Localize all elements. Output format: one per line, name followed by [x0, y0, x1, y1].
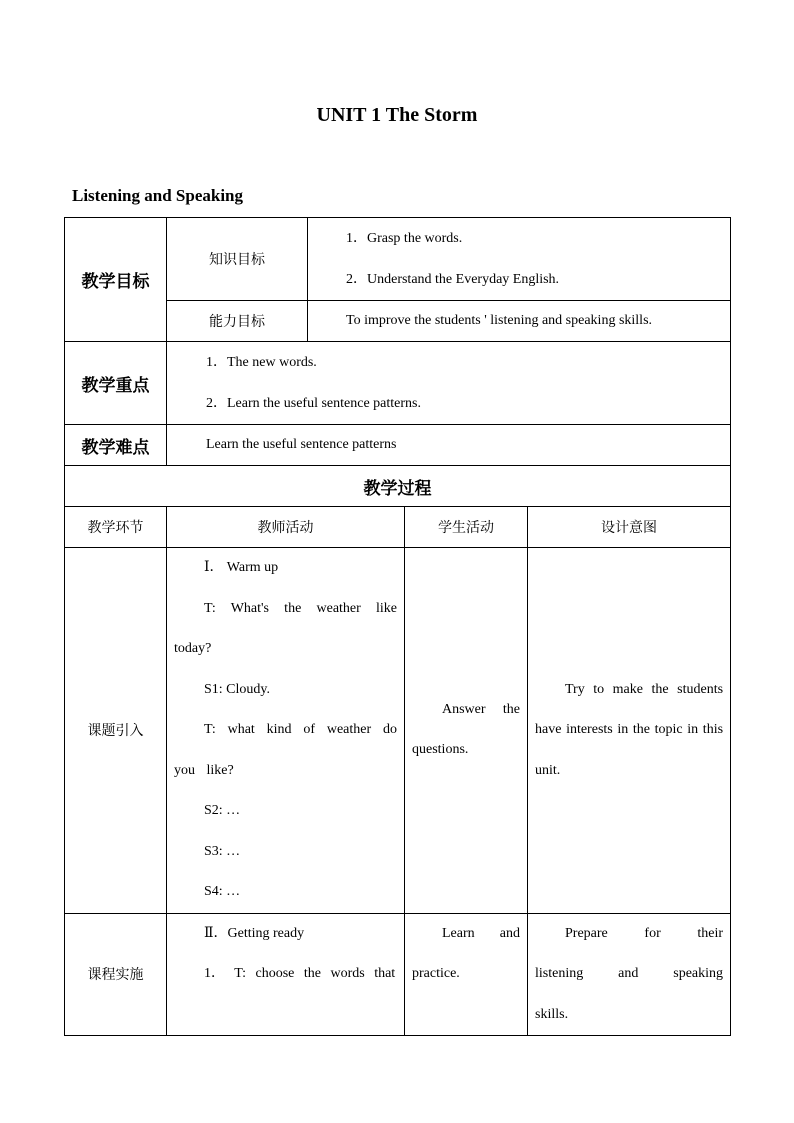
student-text: Learn and practice. [412, 925, 520, 981]
difficulty-text: Learn the useful sentence patterns [167, 425, 731, 466]
teacher-line: S1: Cloudy. [204, 681, 270, 697]
intent-text: Prepare for their listening and speaking skills. [535, 925, 724, 1022]
column-header-intent: 设计意图 [528, 507, 731, 548]
key-points-items [167, 342, 731, 425]
teacher-line: S2: … [204, 803, 241, 818]
difficulty-label: 教学难点 [65, 425, 167, 466]
teacher-line: 1． T: choose the words that [204, 966, 396, 981]
stage-cell: 课程实施 [65, 913, 167, 1036]
section-heading: Listening and Speaking [72, 186, 244, 205]
knowledge-item: 1．Grasp the words. [346, 231, 463, 246]
key-point-item: 1．The new words. [206, 355, 317, 370]
design-intent-cell [528, 913, 731, 1036]
key-point-item: 2．Learn the useful sentence patterns. [206, 396, 421, 411]
student-activity-cell [405, 548, 528, 914]
student-activity-cell [405, 913, 528, 1036]
process-heading: 教学过程 [65, 466, 731, 507]
ability-label: 能力目标 [167, 301, 308, 342]
objectives-label: 教学目标 [65, 218, 167, 342]
teacher-activity-cell [167, 913, 405, 1036]
ability-text: To improve the students ' listening and speaking skills. [308, 301, 731, 342]
knowledge-items [308, 218, 731, 301]
intent-text: Try to make the students have interests in the topic in this unit. [535, 681, 724, 778]
stage-cell: 课题引入 [65, 548, 167, 914]
student-text: Answer the questions. [412, 701, 520, 758]
design-intent-cell [528, 548, 731, 914]
teacher-line: T: what kind of weather do you like? [174, 722, 397, 778]
teacher-line: Ⅱ．Getting ready [204, 925, 305, 941]
table-row [65, 913, 731, 1036]
teacher-activity-cell [167, 548, 405, 914]
teacher-line: Ⅰ． Warm up [204, 560, 279, 575]
knowledge-item: 2．Understand the Everyday English. [346, 272, 560, 287]
column-header-student: 学生活动 [405, 507, 528, 548]
column-header-teacher: 教师活动 [167, 507, 405, 548]
table-row [65, 548, 731, 914]
lesson-plan-table [64, 217, 731, 1036]
document-title: UNIT 1 The Storm [316, 104, 478, 126]
teacher-line: S3: … [204, 843, 241, 859]
teacher-line: S4: … [204, 884, 241, 899]
column-header-stage: 教学环节 [65, 507, 167, 548]
teacher-line: T: What's the weather like today? [174, 600, 397, 656]
key-points-label: 教学重点 [65, 342, 167, 425]
knowledge-label: 知识目标 [167, 218, 308, 301]
